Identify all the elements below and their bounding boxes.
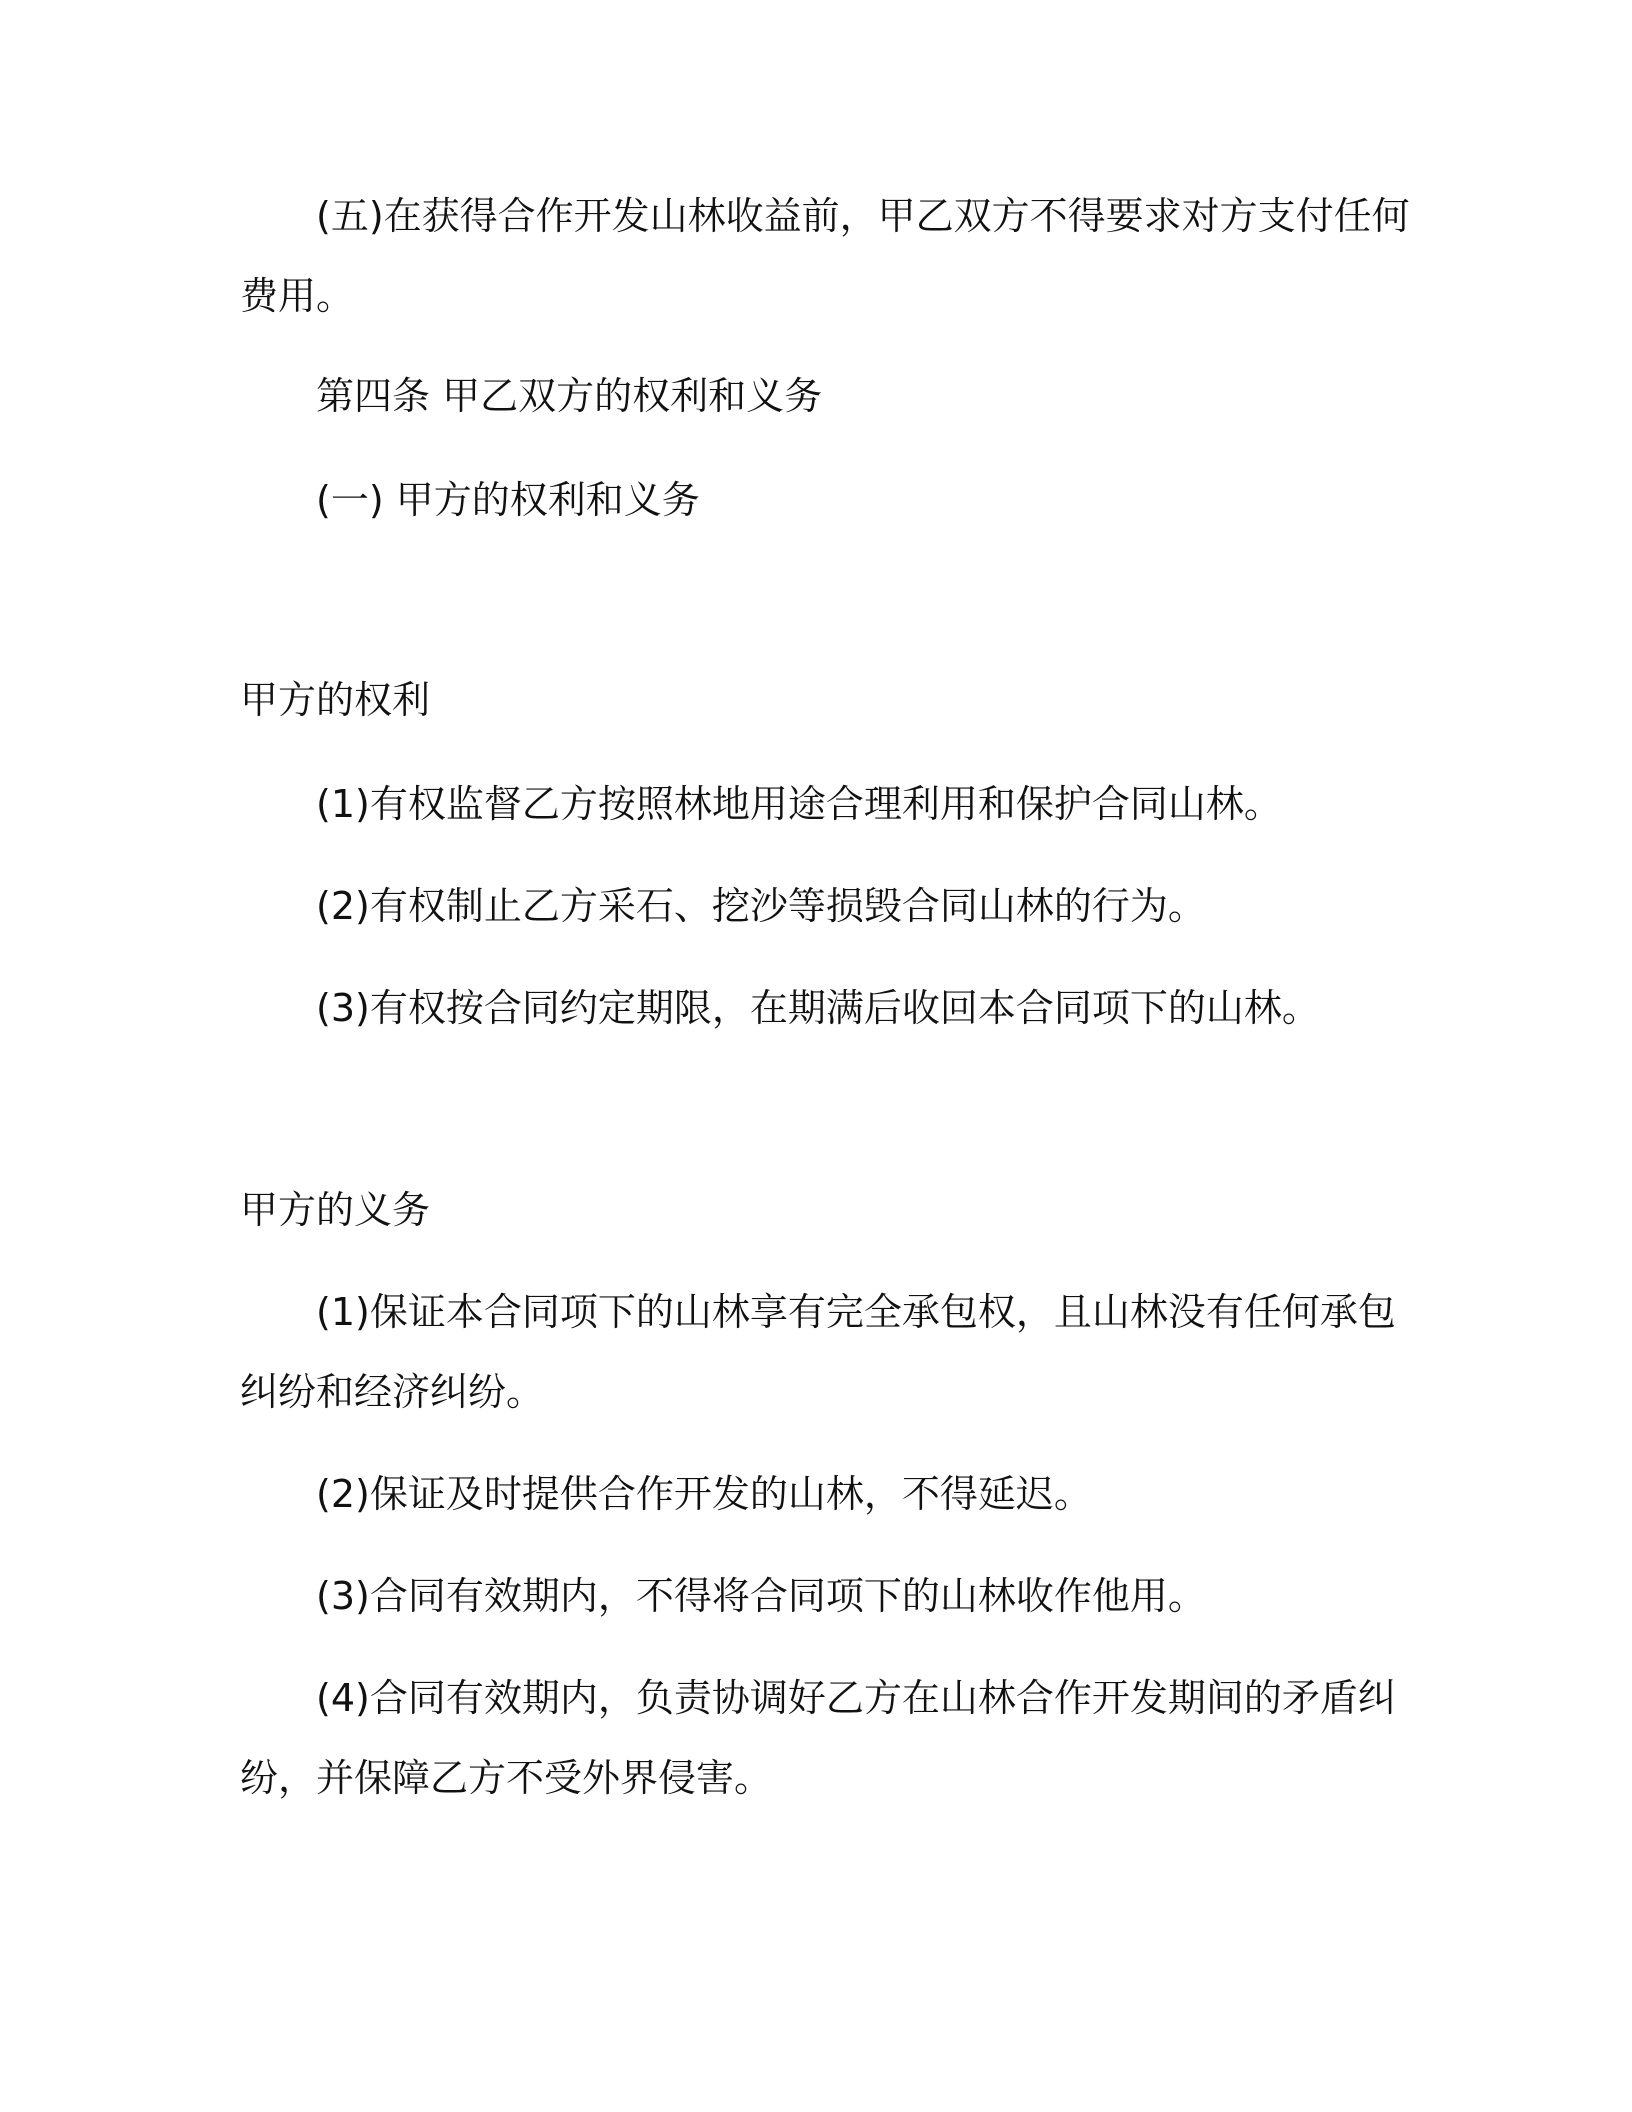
obligations-item-3	[240, 1556, 1390, 1636]
text-line: (2)有权制止乙方采石、挖沙等损毁合同山林的行为。	[316, 884, 1206, 928]
text-line: (一) 甲方的权利和义务	[316, 478, 700, 522]
text-line: (3)合同有效期内，不得将合同项下的山林收作他用。	[316, 1574, 1206, 1618]
text-line: 纷，并保障乙方不受外界侵害。	[240, 1756, 773, 1800]
obligations-item-2	[240, 1454, 1390, 1534]
rights-item-2	[240, 866, 1390, 946]
rights-item-1	[240, 764, 1390, 844]
text-line: (1)保证本合同项下的山林享有完全承包权，且山林没有任何承包	[316, 1290, 1396, 1334]
party-a-obligations-heading	[240, 1170, 1390, 1250]
text-line: 费用。	[240, 274, 355, 318]
text-line: (五)在获得合作开发山林收益前，甲乙双方不得要求对方支付任何	[316, 194, 1410, 238]
article-4-heading	[240, 356, 1390, 436]
text-line: (2)保证及时提供合作开发的山林，不得延迟。	[316, 1472, 1092, 1516]
text-line: (4)合同有效期内，负责协调好乙方在山林合作开发期间的矛盾纠	[316, 1676, 1396, 1720]
subsection-1-heading	[240, 460, 1390, 540]
rights-item-3	[240, 968, 1390, 1048]
text-line: 第四条 甲乙双方的权利和义务	[316, 374, 823, 418]
obligations-item-4-continued	[240, 1738, 1390, 1818]
text-line: 纠纷和经济纠纷。	[240, 1370, 545, 1414]
party-a-rights-heading	[240, 660, 1390, 740]
text-line: 甲方的权利	[240, 678, 431, 722]
obligations-item-4	[240, 1658, 1396, 1738]
text-line: (3)有权按合同约定期限，在期满后收回本合同项下的山林。	[316, 986, 1320, 1030]
text-line: 甲方的义务	[240, 1188, 431, 1232]
paragraph-5-prepayment	[240, 176, 1410, 256]
obligations-item-1-continued	[240, 1352, 1390, 1432]
paragraph-5-prepayment-continued	[240, 256, 1390, 336]
text-line: (1)有权监督乙方按照林地用途合理利用和保护合同山林。	[316, 782, 1282, 826]
obligations-item-1	[240, 1272, 1396, 1352]
